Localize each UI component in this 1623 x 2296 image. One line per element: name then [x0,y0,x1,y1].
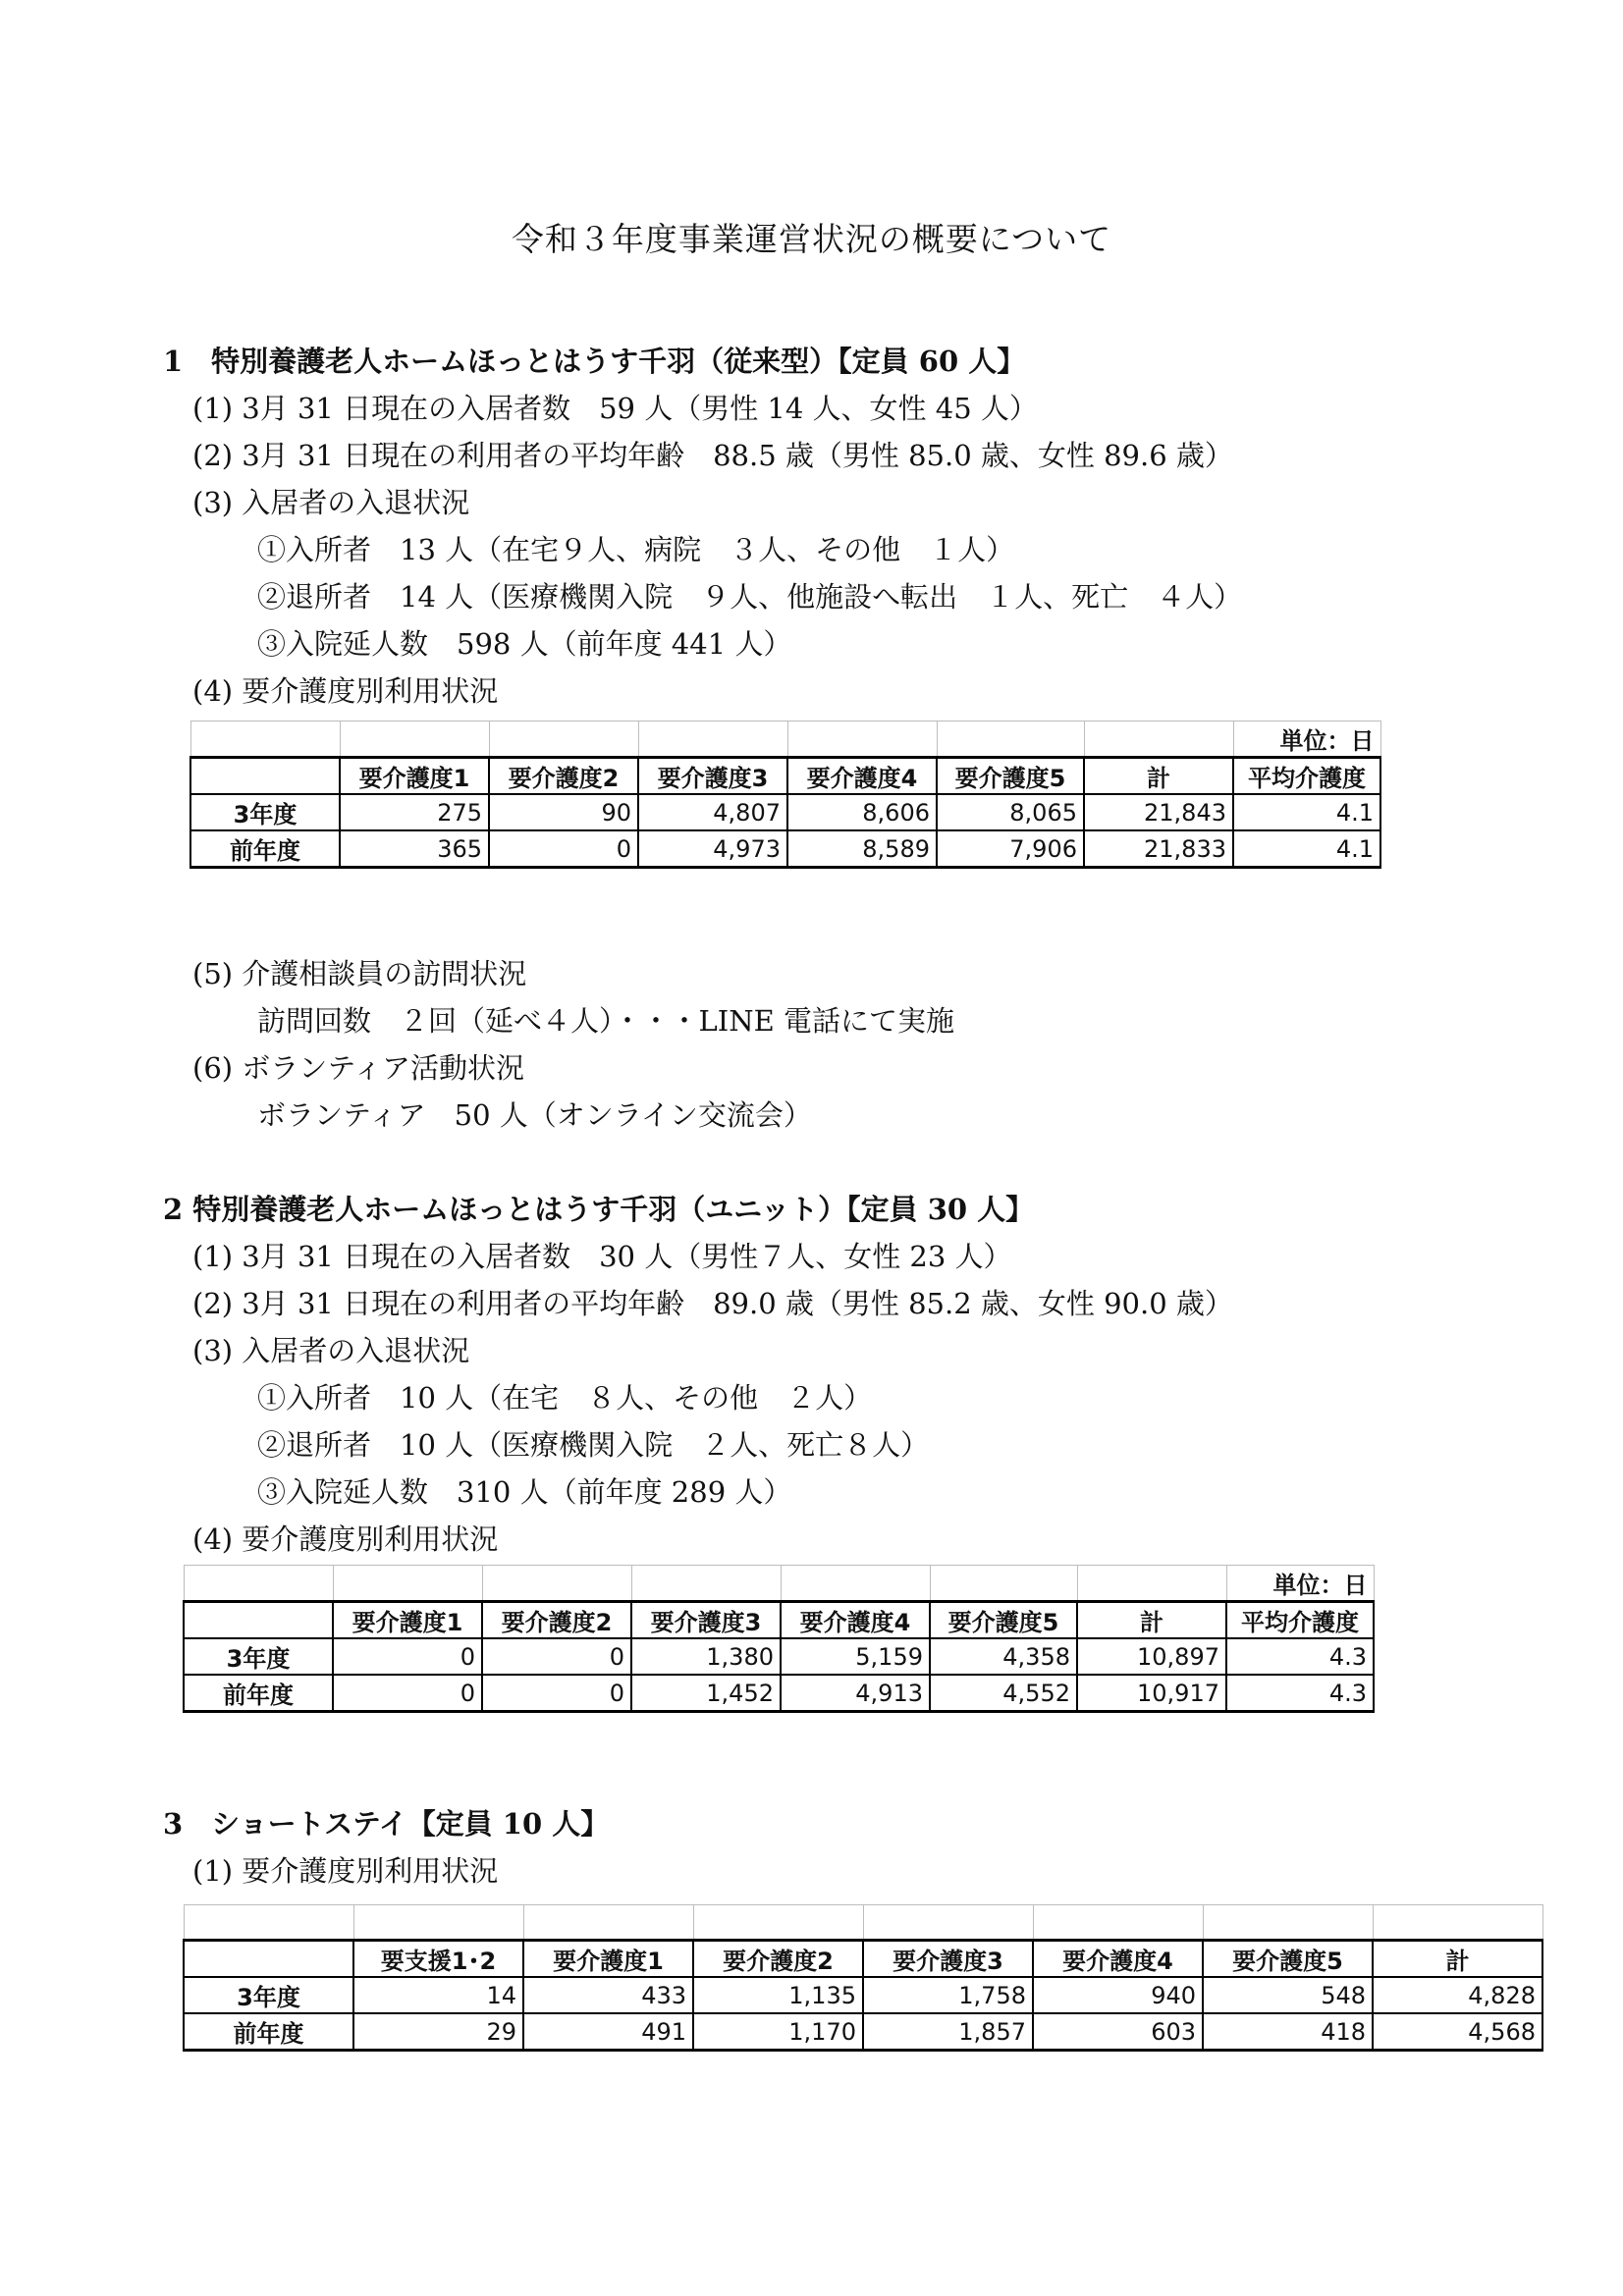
table-header-cell: 要介護度5 [930,1602,1077,1639]
table-cell: 4.1 [1233,794,1380,830]
s2-care-level-table [183,1565,1375,1713]
table-header-cell: 計 [1373,1941,1542,1978]
table-header-cell [184,1602,333,1639]
section-3-heading: 3 ショートステイ【定員 10 人】 [163,1807,610,1841]
s2-item-1: (1) 3月 31 日現在の入居者数 30 人（男性７人、女性 23 人） [192,1240,1012,1273]
table-header-cell: 要介護度3 [863,1941,1033,1978]
table-cell: 1,452 [631,1675,781,1712]
s1-item-1: (1) 3月 31 日現在の入居者数 59 人（男性 14 人、女性 45 人） [192,392,1038,425]
table-cell: 90 [489,794,638,830]
table-header-cell: 要介護度2 [489,758,638,795]
table-header-cell [184,1941,353,1978]
table-row-label: 3年度 [184,1638,333,1675]
table-cell: 10,897 [1077,1638,1226,1675]
table-cell: 940 [1033,1977,1203,2013]
table-cell: 7,906 [937,830,1084,868]
s2-item-3a: ①入所者 10 人（在宅 ８人、その他 ２人） [257,1381,873,1415]
table-row [184,1638,1374,1675]
s3-care-level-table [183,1904,1543,2052]
s1-item-3: (3) 入居者の入退状況 [192,486,470,519]
table-cell: 1,380 [631,1638,781,1675]
s1-item-6a: ボランティア 50 人（オンライン交流会） [257,1098,812,1132]
table-cell: 4,828 [1373,1977,1542,2013]
table-header-cell: 要介護度4 [781,1602,930,1639]
table-cell: 4,973 [638,830,787,868]
table-cell: 418 [1203,2013,1373,2051]
table-cell: 8,065 [937,794,1084,830]
table-header-cell: 要支援1･2 [353,1941,523,1978]
table-header-row [184,1602,1374,1639]
table-header-cell: 要介護度5 [1203,1941,1373,1978]
table-cell: 4,913 [781,1675,930,1712]
table-cell: 8,606 [787,794,937,830]
table-cell: 1,170 [693,2013,863,2051]
table-cell: 4,552 [930,1675,1077,1712]
s1-item-6: (6) ボランティア活動状況 [192,1051,524,1085]
table-cell: 1,758 [863,1977,1033,2013]
s1-item-5: (5) 介護相談員の訪問状況 [192,957,527,990]
table-header-cell: 要介護度1 [523,1941,693,1978]
table-cell: 4,568 [1373,2013,1542,2051]
table-header-cell: 平均介護度 [1233,758,1380,795]
s1-care-level-table [189,721,1381,869]
table-header-row [190,758,1380,795]
table-header-cell: 計 [1077,1602,1226,1639]
table-row-label: 前年度 [190,830,340,868]
table-cell: 4,807 [638,794,787,830]
table-cell: 29 [353,2013,523,2051]
table-blank-row [184,1905,1542,1941]
table-header-cell: 要介護度2 [693,1941,863,1978]
s2-item-3: (3) 入居者の入退状況 [192,1334,470,1367]
table-row-label: 3年度 [190,794,340,830]
table-cell: 1,857 [863,2013,1033,2051]
table-cell: 0 [333,1638,482,1675]
s2-item-3c: ③入院延人数 310 人（前年度 289 人） [257,1475,792,1509]
table-cell: 4.3 [1226,1638,1374,1675]
table-cell: 0 [482,1638,631,1675]
table-header-cell: 計 [1084,758,1233,795]
s2-item-4: (4) 要介護度別利用状況 [192,1522,499,1556]
section-1-heading: 1 特別養護老人ホームほっとはうす千羽（従来型）【定員 60 人】 [163,345,1026,378]
table-cell: 0 [489,830,638,868]
table-header-cell [190,758,340,795]
table-cell: 5,159 [781,1638,930,1675]
table-cell: 603 [1033,2013,1203,2051]
table-cell: 21,843 [1084,794,1233,830]
s1-item-3c: ③入院延人数 598 人（前年度 441 人） [257,627,792,661]
s1-item-2: (2) 3月 31 日現在の利用者の平均年齢 88.5 歳（男性 85.0 歳、女性 89.6 歳） [192,439,1233,472]
table-row [184,2013,1542,2051]
s3-item-1: (1) 要介護度別利用状況 [192,1854,499,1888]
table-row [184,1675,1374,1712]
table-row-label: 3年度 [184,1977,353,2013]
table-cell: 21,833 [1084,830,1233,868]
table-cell: 1,135 [693,1977,863,2013]
table-header-cell: 要介護度1 [333,1602,482,1639]
table-unit-label: 単位：日 [1226,1566,1374,1602]
table-row-label: 前年度 [184,1675,333,1712]
table-header-cell: 要介護度2 [482,1602,631,1639]
table-header-cell: 要介護度1 [340,758,489,795]
table-cell: 365 [340,830,489,868]
table-header-row [184,1941,1542,1978]
table-cell: 4,358 [930,1638,1077,1675]
table-unit-row [190,721,1380,758]
table-header-cell: 平均介護度 [1226,1602,1374,1639]
table-row [190,830,1380,868]
s1-item-4: (4) 要介護度別利用状況 [192,674,499,708]
table-unit-label: 単位：日 [1233,721,1380,758]
table-header-cell: 要介護度4 [1033,1941,1203,1978]
table-cell: 4.3 [1226,1675,1374,1712]
table-header-cell: 要介護度5 [937,758,1084,795]
table-header-cell: 要介護度3 [638,758,787,795]
s1-item-3b: ②退所者 14 人（医療機関入院 ９人、他施設へ転出 １人、死亡 ４人） [257,580,1243,614]
table-cell: 491 [523,2013,693,2051]
section-2-heading: 2 特別養護老人ホームほっとはうす千羽（ユニット）【定員 30 人】 [163,1193,1035,1226]
table-row [190,794,1380,830]
table-cell: 8,589 [787,830,937,868]
page-title: 令和３年度事業運営状況の概要について [511,220,1112,258]
table-header-cell: 要介護度4 [787,758,937,795]
table-header-cell: 要介護度3 [631,1602,781,1639]
table-cell: 275 [340,794,489,830]
s1-item-3a: ①入所者 13 人（在宅９人、病院 ３人、その他 １人） [257,533,1015,566]
table-cell: 548 [1203,1977,1373,2013]
table-cell: 14 [353,1977,523,2013]
table-row [184,1977,1542,2013]
s1-item-5a: 訪問回数 ２回（延べ４人）・・・LINE 電話にて実施 [257,1004,954,1038]
table-cell: 0 [333,1675,482,1712]
table-cell: 10,917 [1077,1675,1226,1712]
s2-item-3b: ②退所者 10 人（医療機関入院 ２人、死亡８人） [257,1428,930,1462]
table-cell: 433 [523,1977,693,2013]
table-unit-row [184,1566,1374,1602]
table-cell: 0 [482,1675,631,1712]
table-row-label: 前年度 [184,2013,353,2051]
table-cell: 4.1 [1233,830,1380,868]
s2-item-2: (2) 3月 31 日現在の利用者の平均年齢 89.0 歳（男性 85.2 歳、女性 90.0 歳） [192,1287,1233,1320]
